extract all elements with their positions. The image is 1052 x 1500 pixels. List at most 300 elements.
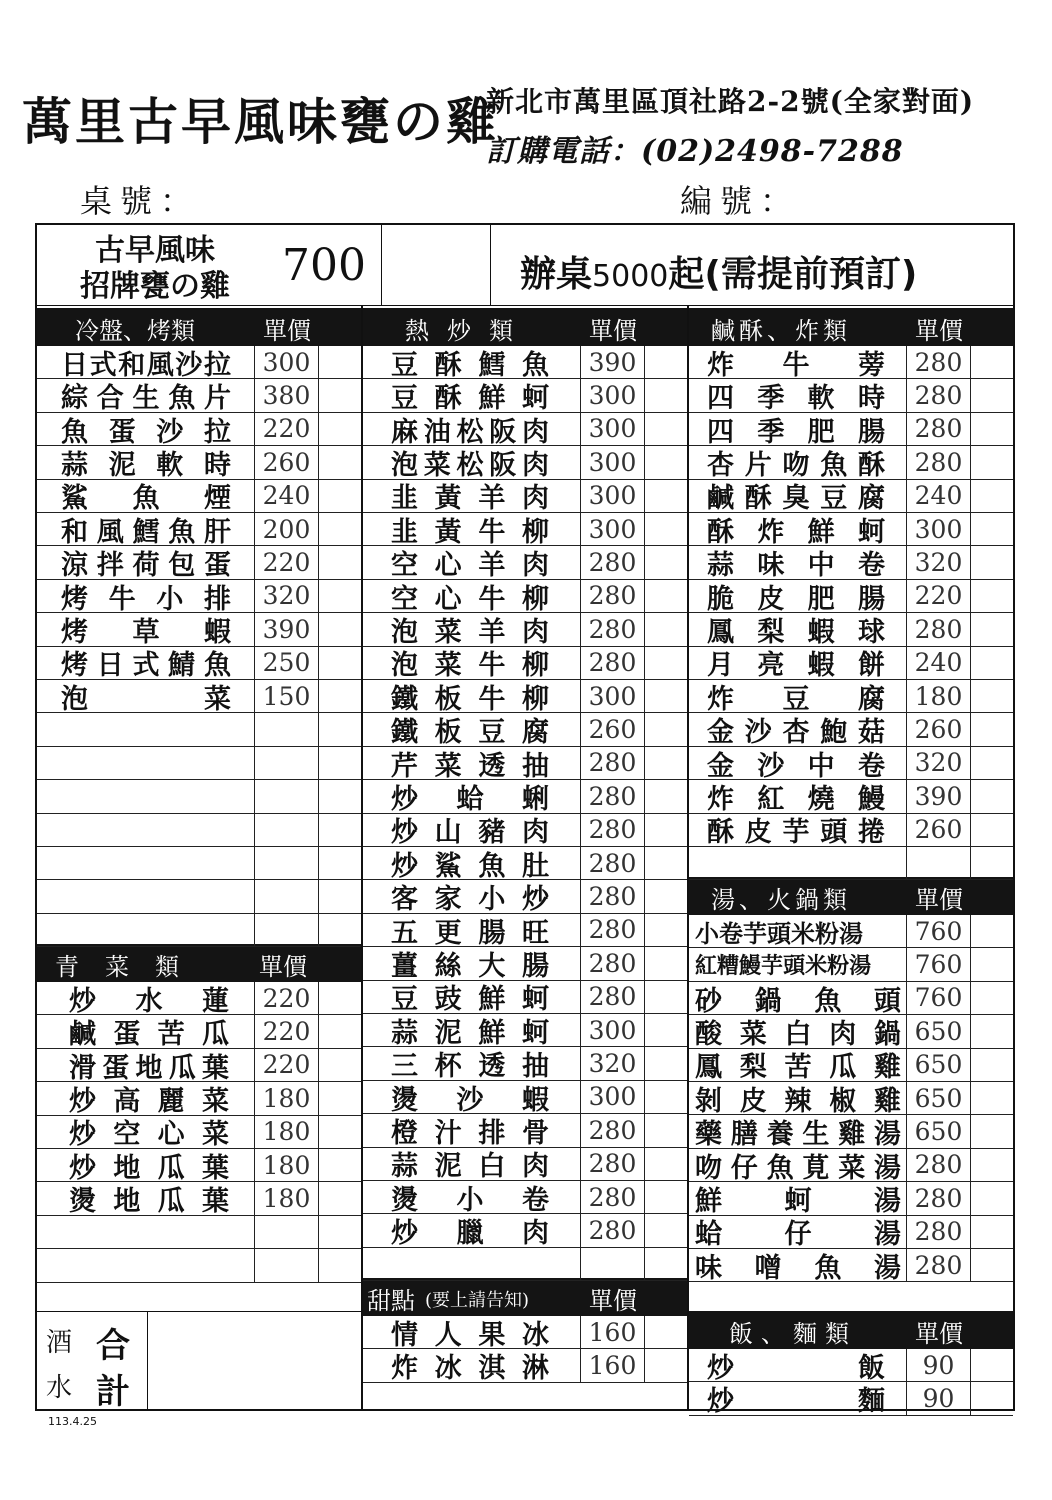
menu-row: [689, 513, 1013, 546]
item-name-char: 魚: [168, 516, 196, 548]
menu-row: [363, 1081, 687, 1114]
quantity-cell[interactable]: [644, 613, 687, 645]
quantity-cell[interactable]: [318, 546, 361, 578]
quantity-cell[interactable]: [644, 1316, 687, 1348]
item-name-char: 卷: [719, 919, 743, 948]
quantity-cell[interactable]: [644, 1014, 687, 1046]
quantity-cell[interactable]: [970, 1382, 1013, 1414]
quantity-cell[interactable]: [970, 1182, 1013, 1214]
item-price: 180: [254, 1182, 318, 1214]
quantity-cell[interactable]: [644, 680, 687, 712]
quantity-cell[interactable]: [970, 480, 1013, 512]
item-name-char: 豆: [478, 717, 506, 749]
item-name-char: 梨: [757, 616, 785, 648]
quantity-cell[interactable]: [970, 982, 1013, 1014]
item-name: [391, 1316, 549, 1351]
item-name-char: 菜: [201, 1085, 229, 1117]
item-price: 200: [254, 513, 318, 545]
item-name-char: 亮: [757, 650, 785, 682]
item-price: 300: [580, 480, 644, 512]
hot-title: 熱炒類: [405, 317, 531, 345]
menu-row: [689, 814, 1013, 847]
item-name-char: 麗: [157, 1085, 185, 1117]
total-amount-box[interactable]: [147, 1311, 363, 1411]
item-name-char: 肉: [522, 416, 549, 448]
item-price: 390: [580, 346, 644, 378]
item-price: 280: [906, 346, 970, 378]
quantity-cell[interactable]: [644, 580, 687, 612]
item-price: [254, 1216, 318, 1248]
item-name: [707, 480, 885, 515]
quantity-cell[interactable]: [644, 1214, 687, 1246]
item-name-char: 空: [391, 583, 418, 615]
item-name-char: 月: [707, 650, 734, 682]
item-name-char: 肉: [829, 1018, 857, 1050]
quantity-cell[interactable]: [318, 647, 361, 679]
item-name-char: 蝦: [204, 616, 231, 648]
item-price: 300: [580, 1081, 644, 1113]
item-price: 300: [580, 413, 644, 445]
item-name-char: 肉: [522, 449, 549, 481]
item-name-char: 酥: [744, 483, 772, 515]
item-name-char: 豆: [782, 683, 810, 715]
item-name-char: 瓜: [201, 1019, 229, 1051]
item-name: [391, 346, 549, 381]
quantity-cell[interactable]: [318, 1149, 361, 1181]
menu-row: [37, 1049, 361, 1082]
item-name-char: 燙: [391, 1084, 418, 1116]
quantity-cell[interactable]: [644, 379, 687, 411]
item-name-char: 卷: [522, 1184, 549, 1216]
menu-row: [363, 1114, 687, 1147]
quantity-cell[interactable]: [970, 1149, 1013, 1181]
item-name: [391, 580, 549, 615]
quantity-cell[interactable]: [318, 580, 361, 612]
quantity-cell[interactable]: [644, 1148, 687, 1180]
menu-row: [689, 379, 1013, 415]
item-name-char: 菜: [434, 650, 462, 682]
item-price: 160: [580, 1349, 644, 1381]
quantity-cell[interactable]: [644, 480, 687, 512]
quantity-cell[interactable]: [970, 580, 1013, 612]
item-price: 650: [906, 1115, 970, 1147]
menu-row: [689, 413, 1013, 446]
menu-row: [363, 1248, 687, 1281]
quantity-cell[interactable]: [644, 413, 687, 445]
item-name-char: 草: [132, 616, 160, 648]
item-price: 380: [254, 379, 318, 411]
quantity-cell[interactable]: [970, 1015, 1013, 1047]
menu-row: [689, 747, 1013, 780]
quantity-cell[interactable]: [644, 1114, 687, 1146]
item-name-char: 噌: [754, 1252, 782, 1284]
item-name-char: 五: [391, 917, 418, 949]
item-name-char: 肥: [807, 583, 835, 615]
item-name-char: 魚: [204, 650, 231, 682]
quantity-cell[interactable]: [318, 880, 361, 912]
item-price: 280: [580, 981, 644, 1013]
quantity-cell[interactable]: [318, 413, 361, 445]
item-name-char: 鮮: [807, 516, 835, 548]
menu-row: [363, 1349, 687, 1385]
quantity-cell[interactable]: [644, 880, 687, 912]
item-name-char: 皮: [757, 583, 785, 615]
quantity-cell[interactable]: [644, 814, 687, 846]
item-name-char: 透: [478, 750, 506, 782]
item-name-char: 蚵: [857, 516, 885, 548]
quantity-cell[interactable]: [318, 982, 361, 1014]
item-price: 280: [580, 1214, 644, 1246]
item-name-char: 小: [478, 884, 506, 916]
item-name-char: 養: [766, 1119, 794, 1151]
quantity-cell[interactable]: [318, 480, 361, 512]
quantity-cell[interactable]: [970, 446, 1013, 478]
item-name-char: 排: [203, 583, 231, 615]
serial-number-label: 編號：: [680, 182, 801, 220]
item-name-char: 式: [89, 349, 117, 381]
quantity-cell[interactable]: [318, 513, 361, 545]
item-price: 280: [906, 1216, 970, 1248]
item-name-char: 紅: [757, 783, 785, 815]
item-name: [61, 880, 231, 912]
dessert-title: 甜點: [367, 1287, 415, 1315]
item-name-char: 菜: [204, 683, 231, 715]
menu-row: [363, 1181, 687, 1214]
item-name: [61, 847, 231, 879]
menu-row: [363, 613, 687, 646]
quantity-cell[interactable]: [644, 346, 687, 378]
item-name-char: 季: [757, 383, 785, 415]
item-name: [391, 880, 549, 916]
rice-header: [689, 1311, 1013, 1349]
quantity-cell[interactable]: [644, 847, 687, 879]
item-name-char: 雞: [838, 1119, 866, 1151]
item-name-char: 頭: [873, 985, 901, 1017]
item-name-char: 淋: [521, 1353, 549, 1385]
quantity-cell[interactable]: [970, 379, 1013, 411]
item-name-char: 杏: [782, 717, 810, 749]
item-name-char: 牛: [782, 349, 810, 381]
item-name-char: 炒: [69, 1085, 96, 1117]
item-name-char: 腐: [858, 483, 885, 515]
item-name-char: 蛋: [204, 550, 231, 582]
banquet-price: 5000: [592, 259, 669, 294]
item-price: [254, 814, 318, 846]
item-name-char: 沙: [156, 416, 184, 448]
version-label: 113.4.25: [48, 1415, 97, 1428]
item-name-char: 蒡: [858, 349, 885, 381]
item-name-char: 炒: [707, 1352, 734, 1384]
signature-qty-box[interactable]: [381, 223, 491, 306]
item-name-char: 牛: [478, 650, 506, 682]
item-price: 280: [906, 1249, 970, 1281]
quantity-cell[interactable]: [318, 847, 361, 879]
quantity-cell[interactable]: [970, 1249, 1013, 1281]
quantity-cell[interactable]: [318, 1216, 361, 1248]
menu-row: [689, 1049, 1013, 1082]
quantity-cell[interactable]: [970, 546, 1013, 578]
item-price: [254, 847, 318, 879]
quantity-cell[interactable]: [644, 780, 687, 812]
item-name-char: 和: [118, 349, 146, 381]
item-name: [391, 546, 549, 582]
quantity-cell[interactable]: [318, 1116, 361, 1148]
menu-row: [37, 1082, 361, 1115]
quantity-cell[interactable]: [318, 1182, 361, 1214]
item-name-char: 小: [695, 919, 719, 948]
item-name: [391, 947, 549, 982]
menu-row: [689, 713, 1013, 749]
quantity-cell[interactable]: [970, 847, 1013, 879]
item-name-char: 果: [478, 1319, 506, 1351]
item-name: [391, 1081, 549, 1116]
item-name-char: 瓜: [157, 1186, 185, 1218]
quantity-cell[interactable]: [644, 713, 687, 745]
item-name-char: 炒: [391, 1218, 418, 1250]
item-name-char: 滑: [69, 1052, 96, 1084]
quantity-cell[interactable]: [970, 713, 1013, 745]
item-name-char: 鮮: [695, 1185, 722, 1217]
item-price: 280: [580, 747, 644, 779]
quantity-cell[interactable]: [644, 1248, 687, 1280]
quantity-cell[interactable]: [970, 1082, 1013, 1114]
quantity-cell[interactable]: [644, 981, 687, 1013]
quantity-cell[interactable]: [970, 915, 1013, 947]
menu-row: [363, 1047, 687, 1083]
item-price: 250: [254, 647, 318, 679]
quantity-cell[interactable]: [644, 1181, 687, 1213]
item-name-char: 魚: [132, 483, 160, 515]
quantity-cell[interactable]: [970, 780, 1013, 812]
menu-row: [689, 647, 1013, 680]
item-name-char: 腐: [521, 717, 549, 749]
item-name-char: 麻: [391, 416, 418, 448]
quantity-cell[interactable]: [644, 446, 687, 478]
item-price: 280: [580, 1148, 644, 1180]
item-price: [254, 1249, 318, 1281]
item-price: 280: [906, 613, 970, 645]
item-name-char: 捲: [858, 817, 885, 849]
item-name-char: 吻: [695, 1152, 722, 1184]
item-name: [695, 1115, 901, 1151]
menu-row: [37, 982, 361, 1015]
quantity-cell[interactable]: [318, 346, 361, 378]
item-name-char: 雞: [874, 1052, 901, 1084]
item-name-char: 炸: [707, 783, 734, 815]
item-name: [391, 680, 549, 715]
item-name-char: 苦: [157, 1019, 185, 1051]
item-name-char: 炒: [707, 1386, 734, 1418]
item-name: [61, 480, 231, 515]
quantity-cell[interactable]: [318, 814, 361, 846]
quantity-cell[interactable]: [644, 1081, 687, 1113]
item-name-char: 炒: [391, 817, 418, 849]
item-name-char: 肉: [521, 616, 549, 648]
quantity-cell[interactable]: [970, 747, 1013, 779]
quantity-cell[interactable]: [318, 613, 361, 645]
menu-row: [689, 480, 1013, 513]
item-name-char: 鰻: [739, 954, 762, 980]
item-name-char: 更: [434, 917, 462, 949]
item-name-char: 紅: [695, 954, 718, 980]
item-name-char: 仔: [784, 1219, 812, 1251]
item-name-char: 包: [168, 550, 196, 582]
item-name-char: 椒: [829, 1085, 857, 1117]
quantity-cell[interactable]: [970, 647, 1013, 679]
item-name: [391, 1014, 549, 1049]
item-price: 280: [906, 1149, 970, 1181]
item-name-char: 蜊: [522, 783, 549, 815]
quantity-cell[interactable]: [318, 1249, 361, 1281]
item-name: [695, 982, 901, 1017]
quantity-cell[interactable]: [644, 1047, 687, 1079]
quantity-cell[interactable]: [644, 747, 687, 779]
item-price: 160: [580, 1316, 644, 1348]
item-name-char: 炒: [521, 884, 549, 916]
item-name-char: 菜: [739, 1018, 767, 1050]
quantity-cell[interactable]: [644, 1349, 687, 1381]
quantity-cell[interactable]: [970, 346, 1013, 378]
quantity-cell[interactable]: [318, 713, 361, 745]
item-name: [695, 948, 901, 980]
quantity-cell[interactable]: [644, 647, 687, 679]
item-name: [695, 915, 901, 947]
item-name-char: 魚: [820, 449, 848, 481]
item-name-char: 湯: [873, 1152, 901, 1184]
dessert-note: (要上請告知): [425, 1290, 530, 1311]
item-name-char: 泡: [61, 683, 88, 715]
item-name-char: 高: [113, 1085, 141, 1117]
item-name-char: 蛤: [456, 783, 484, 815]
item-name-char: 肝: [204, 516, 231, 548]
menu-row: [363, 580, 687, 613]
quantity-cell[interactable]: [970, 680, 1013, 712]
item-price: 260: [580, 713, 644, 745]
item-price: 280: [580, 914, 644, 946]
item-name: [69, 1149, 229, 1184]
item-name-char: 米: [805, 954, 828, 980]
menu-row: [689, 1182, 1013, 1215]
quantity-cell[interactable]: [970, 613, 1013, 645]
item-name: [695, 1149, 901, 1184]
item-price: 260: [906, 713, 970, 745]
item-name-char: 脆: [707, 583, 734, 615]
quantity-cell[interactable]: [318, 1015, 361, 1047]
item-name-char: 沙: [456, 1084, 484, 1116]
menu-row: [37, 1015, 361, 1051]
item-name-char: 酥: [707, 817, 734, 849]
item-name: [391, 914, 549, 949]
item-name-char: 鍋: [754, 985, 782, 1017]
quantity-cell[interactable]: [318, 1049, 361, 1081]
quantity-cell[interactable]: [644, 513, 687, 545]
item-name-char: 片: [204, 383, 231, 415]
item-name-char: 蚵: [521, 1017, 549, 1049]
item-price: 220: [254, 546, 318, 578]
menu-row: [37, 680, 361, 713]
quantity-cell[interactable]: [970, 1349, 1013, 1381]
quantity-cell[interactable]: [970, 1115, 1013, 1147]
item-name-char: 空: [113, 1119, 141, 1151]
quantity-cell[interactable]: [970, 1216, 1013, 1248]
item-name: [61, 446, 231, 481]
item-price: [906, 847, 970, 879]
item-name-char: 蝦: [522, 1084, 549, 1116]
item-price: 240: [254, 480, 318, 512]
item-name-char: 油: [423, 416, 451, 448]
quantity-cell[interactable]: [318, 747, 361, 779]
item-name: [61, 814, 231, 846]
quantity-cell[interactable]: [970, 948, 1013, 980]
quantity-cell[interactable]: [318, 780, 361, 812]
quantity-cell[interactable]: [970, 513, 1013, 545]
item-name-char: 烤: [61, 583, 88, 615]
item-name-char: 鮮: [478, 383, 506, 415]
item-name-char: 剝: [695, 1085, 722, 1117]
quantity-cell[interactable]: [970, 1049, 1013, 1081]
item-name: [391, 413, 549, 448]
item-price: 220: [254, 1049, 318, 1081]
quantity-cell[interactable]: [318, 446, 361, 478]
item-name-char: 豆: [391, 984, 418, 1016]
item-name: [391, 647, 549, 682]
veg-unit: 單價: [259, 953, 307, 981]
item-price: [254, 780, 318, 812]
item-name: [61, 379, 231, 415]
cold-header: [37, 308, 361, 346]
item-name-char: 阪: [489, 449, 517, 481]
signature-line1: 古早風味: [95, 233, 215, 268]
veg-title: 青菜類: [55, 953, 205, 981]
item-name-char: 鍋: [874, 1018, 901, 1050]
quantity-cell[interactable]: [644, 546, 687, 578]
quantity-cell[interactable]: [318, 680, 361, 712]
item-price: 320: [580, 1047, 644, 1079]
quantity-cell[interactable]: [644, 914, 687, 946]
item-price: 280: [580, 613, 644, 645]
item-name-char: 腸: [857, 583, 885, 615]
item-name-char: 泡: [391, 616, 418, 648]
quantity-cell[interactable]: [970, 413, 1013, 445]
item-name-char: 蒜: [707, 550, 734, 582]
item-price: 300: [580, 379, 644, 411]
item-name-char: 肉: [521, 550, 549, 582]
item-name-char: 軟: [156, 449, 184, 481]
quantity-cell[interactable]: [318, 379, 361, 411]
item-name-char: 黃: [434, 516, 462, 548]
menu-row: [363, 1316, 687, 1349]
item-price: 280: [580, 814, 644, 846]
item-price: 180: [254, 1082, 318, 1114]
quantity-cell[interactable]: [644, 947, 687, 979]
item-name: [707, 1349, 885, 1384]
item-name-char: 日: [61, 349, 88, 381]
hot-header: [363, 308, 687, 346]
quantity-cell[interactable]: [318, 914, 361, 946]
veg-header: [37, 944, 361, 982]
item-price: 280: [580, 947, 644, 979]
item-price: 280: [580, 546, 644, 578]
item-name-char: 白: [784, 1018, 812, 1050]
item-name: [69, 982, 229, 1017]
item-name-char: 心: [434, 583, 462, 615]
item-name-char: 黃: [434, 483, 462, 515]
menu-row: [363, 680, 687, 713]
item-price: 650: [906, 1082, 970, 1114]
quantity-cell[interactable]: [970, 814, 1013, 846]
quantity-cell[interactable]: [318, 1082, 361, 1114]
item-name: [707, 780, 885, 815]
